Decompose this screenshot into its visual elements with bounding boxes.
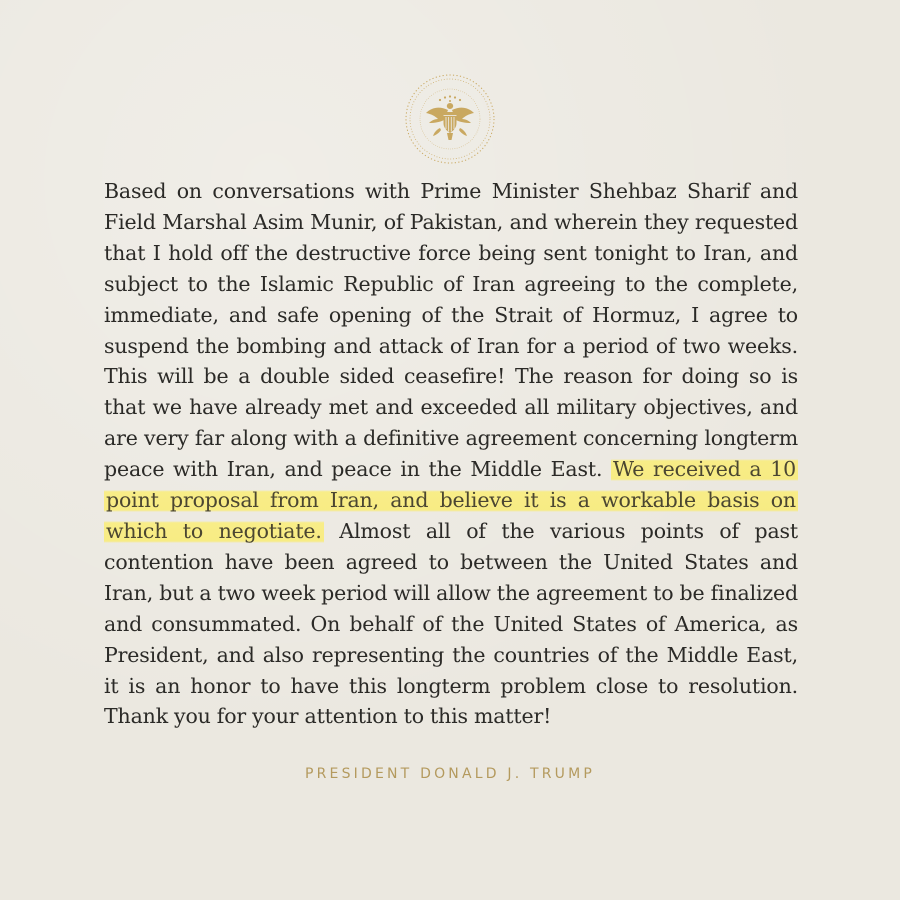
signature: PRESIDENT DONALD J. TRUMP: [304, 766, 596, 782]
presidential-seal-icon: [404, 73, 496, 165]
highlighted-sentence: We received a 10 point proposal from Iran, and believe it is a workable basis on which to negotiate.: [106, 457, 796, 543]
statement-text-after-highlight: Almost all of the various points of past contention have been agreed to between the United States and Iran, but a two week period will allow the agreement to be finalized and consummated. On behalf of the United States of America, as President, and also representing the countries of the Middle East, it is an honor to have this longterm problem close to resolution. Thank you for your attention to this matter!: [104, 518, 799, 729]
statement-body: [104, 176, 798, 732]
statement-text-before-highlight: Based on conversations with Prime Minister Shehbaz Sharif and Field Marshal Asim Munir, of Pakistan, and wherein they requested that I hold off the destructive force being sent tonight to Iran, and subject to the Islamic Republic of Iran agreeing to the complete, immediate, and safe opening of the Strait of Hormuz, I agree to suspend the bombing and attack of Iran for a period of two weeks. This will be a double sided ceasefire! The reason for doing so is that we have already met and exceeded all military objectives, and are very far along with a definitive agreement concerning longterm peace with Iran, and peace in the Middle East.: [104, 179, 798, 482]
